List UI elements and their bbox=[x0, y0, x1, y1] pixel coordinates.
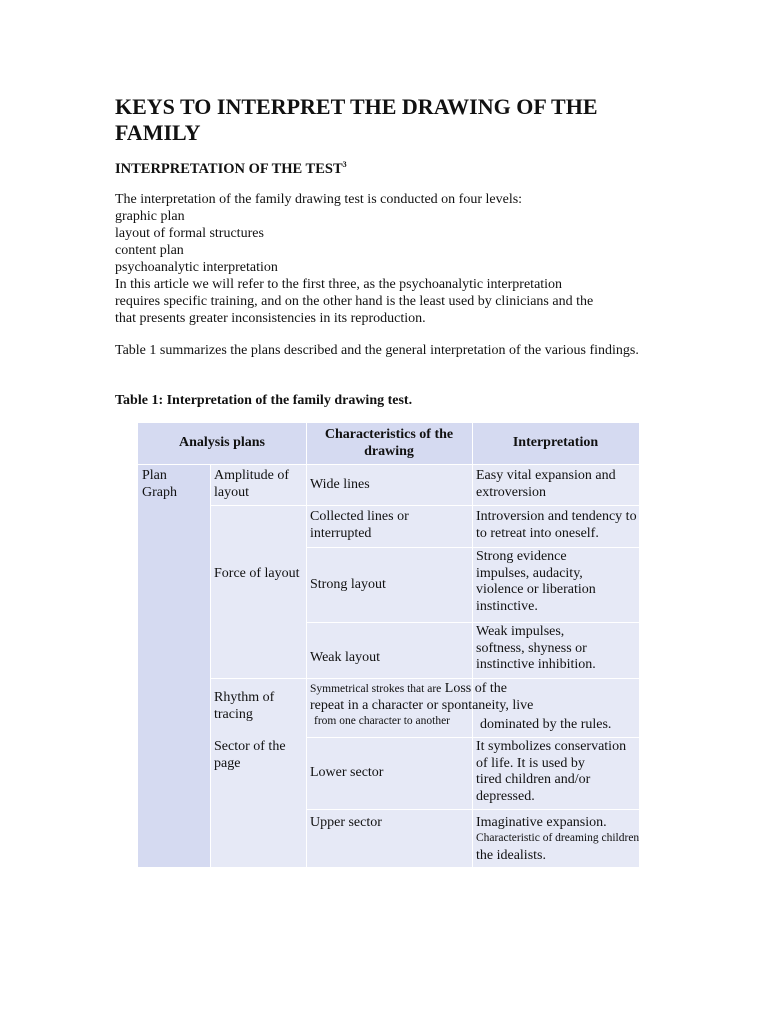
header-analysis-plans: Analysis plans bbox=[138, 423, 306, 464]
interpretation-line: instinctive. bbox=[476, 598, 538, 614]
interpretation-line: impulses, audacity, bbox=[476, 565, 583, 581]
upper-sector-interpretation bbox=[472, 815, 652, 864]
section-heading-text: INTERPRETATION OF THE TEST bbox=[115, 161, 343, 177]
level-item: graphic plan bbox=[115, 209, 185, 224]
interpretation-line: the idealists. bbox=[476, 847, 546, 863]
section-heading bbox=[115, 156, 347, 178]
weak-layout-interpretation bbox=[472, 624, 639, 674]
table-caption: Table 1: Interpretation of the family drawing test. bbox=[115, 393, 413, 408]
grid-line bbox=[306, 809, 639, 810]
rhythm-line-3 bbox=[310, 714, 642, 732]
strong-layout-characteristic: Strong layout bbox=[310, 576, 386, 592]
upper-sector-characteristic: Upper sector bbox=[310, 815, 382, 830]
interpretation-table bbox=[138, 423, 639, 867]
document-title: KEYS TO INTERPRET THE DRAWING OF THE FAMILY bbox=[115, 94, 598, 145]
paragraph-line: that presents greater inconsistencies in its reproduction. bbox=[115, 311, 426, 326]
force-category: Force of layout bbox=[214, 566, 300, 581]
plan-graph-cell bbox=[138, 464, 210, 867]
interpretation-line: Characteristic of dreaming children bbox=[476, 831, 640, 844]
grid-line bbox=[210, 678, 639, 679]
interpretation-line: instinctive inhibition. bbox=[476, 657, 596, 672]
interpretation-line: Imaginative expansion. bbox=[476, 815, 607, 830]
paragraph-line: requires specific training, and on the other hand is the least used by clinicians and the bbox=[115, 294, 594, 309]
intro-block bbox=[115, 191, 675, 327]
interpretation-line: tired children and/or bbox=[476, 772, 591, 787]
rhythm-interpretation-part: Loss of the bbox=[444, 681, 507, 696]
collected-lines-characteristic: Collected lines or interrupted bbox=[310, 509, 409, 541]
lower-sector-interpretation bbox=[472, 739, 639, 805]
rhythm-category: Rhythm of tracing bbox=[214, 690, 275, 722]
level-item: layout of formal structures bbox=[115, 226, 264, 241]
strong-layout-interpretation bbox=[472, 549, 639, 615]
footnote-marker: 3 bbox=[342, 160, 347, 169]
lower-sector-characteristic: Lower sector bbox=[310, 765, 384, 781]
summary-paragraph: Table 1 summarizes the plans described and the general interpretation of the various findings. bbox=[115, 343, 639, 358]
interpretation-line: depressed. bbox=[476, 788, 535, 804]
interpretation-line: Strong evidence bbox=[476, 549, 567, 564]
plan-label: Graph bbox=[142, 484, 177, 500]
grid-line bbox=[210, 464, 211, 867]
interpretation-line: violence or liberation bbox=[476, 582, 596, 597]
plan-label: Plan bbox=[142, 468, 167, 483]
sector-category: Sector of the page bbox=[214, 739, 286, 771]
interpretation-line: It symbolizes conservation bbox=[476, 739, 627, 754]
rhythm-interpretation-part: dominated by the rules. bbox=[480, 717, 612, 732]
wide-lines-characteristic: Wide lines bbox=[310, 476, 370, 492]
rhythm-characteristic-part: from one character to another bbox=[314, 715, 451, 727]
collected-lines-interpretation: Introversion and tendency to to retreat into oneself. bbox=[476, 509, 637, 541]
interpretation-line: softness, shyness or bbox=[476, 640, 587, 656]
amplitude-interpretation: Easy vital expansion and extroversion bbox=[476, 468, 616, 500]
header-interpretation: Interpretation bbox=[472, 423, 639, 464]
interpretation-line: of life. It is used by bbox=[476, 755, 585, 771]
intro-sentence: The interpretation of the family drawing test is conducted on four levels: bbox=[115, 192, 523, 207]
interpretation-line: Weak impulses, bbox=[476, 624, 565, 639]
rhythm-characteristic-part: repeat in a character or spontaneity, live bbox=[310, 698, 534, 713]
weak-layout-characteristic: Weak layout bbox=[310, 650, 381, 666]
grid-line bbox=[210, 505, 639, 506]
rhythm-row-text bbox=[306, 681, 646, 732]
level-item: content plan bbox=[115, 243, 184, 258]
rhythm-line-1 bbox=[310, 681, 642, 697]
level-item: psychoanalytic interpretation bbox=[115, 260, 278, 275]
header-characteristics: Characteristics of the drawing bbox=[306, 423, 472, 464]
amplitude-category: Amplitude of layout bbox=[214, 468, 290, 500]
rhythm-characteristic-part: Symmetrical strokes that are bbox=[310, 683, 442, 695]
paragraph-line: In this article we will refer to the first three, as the psychoanalytic interpretation bbox=[115, 277, 563, 292]
